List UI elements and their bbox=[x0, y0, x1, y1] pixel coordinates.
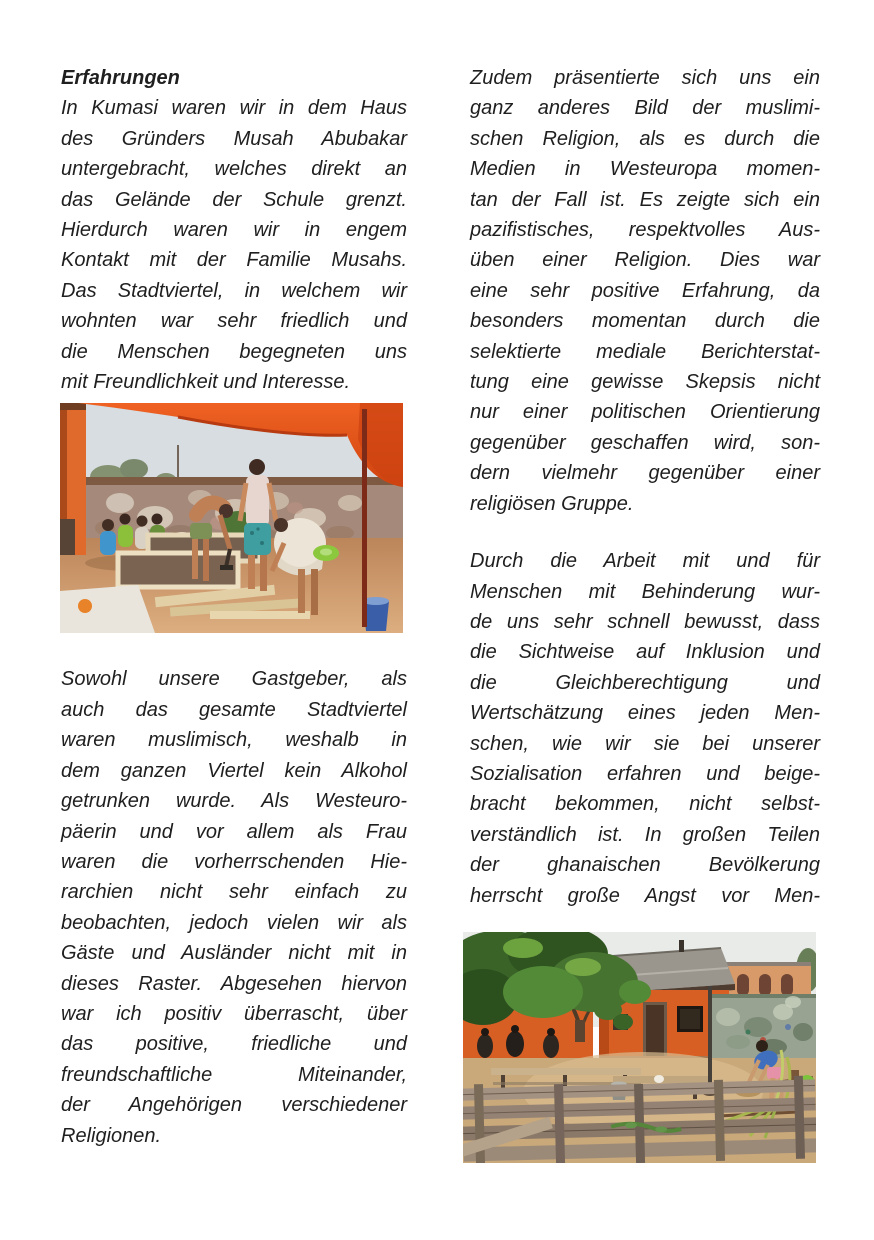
text-line: wohnten war sehr friedlich und bbox=[61, 310, 407, 333]
text-line: pazifistisches, respektvolles Aus- bbox=[470, 219, 820, 242]
text-line: der ghanaischen Bevölkerung bbox=[470, 854, 820, 877]
section-heading: Erfahrungen bbox=[61, 67, 180, 89]
text-line: der Angehörigen verschiedener bbox=[61, 1094, 407, 1117]
text-line: gegenüber geschaffen wird, son- bbox=[470, 431, 820, 454]
text-line: war ich positiv überrascht, über bbox=[61, 1002, 407, 1025]
text-line: auch das gesamte Stadtviertel bbox=[61, 698, 407, 721]
photo-courtyard bbox=[463, 932, 816, 1163]
orange-building-corner bbox=[60, 403, 86, 555]
text-line: waren muslimisch, weshalb in bbox=[61, 729, 407, 752]
text-line: Das Stadtviertel, in welchem wir bbox=[61, 279, 407, 302]
text-line: nur einer politischen Orientierung bbox=[470, 401, 820, 424]
text-line: schen Religion, als es durch die bbox=[470, 127, 820, 150]
text-line: bracht bekommen, nicht selbst- bbox=[470, 793, 820, 816]
text-line: eine sehr positive Erfahrung, da bbox=[470, 279, 820, 302]
text-line: ganz anderes Bild der muslimi- bbox=[470, 97, 820, 120]
text-line: das Gelände der Schule grenzt. bbox=[61, 188, 407, 211]
text-line: untergebracht, welches direkt an bbox=[61, 158, 407, 181]
text-line: die Sichtweise auf Inklusion und bbox=[470, 641, 820, 664]
text-line: In Kumasi waren wir in dem Haus bbox=[61, 97, 407, 120]
text-line: das positive, friedliche und bbox=[61, 1033, 407, 1056]
text-line: dem ganzen Viertel kein Alkohol bbox=[61, 759, 407, 782]
text-line: päerin und vor allem als Frau bbox=[61, 820, 407, 843]
text-line: die Menschen begegneten uns bbox=[61, 340, 407, 363]
text-line: waren die vorherrschenden Hie- bbox=[61, 850, 407, 873]
text-line: üben einer Religion. Dies war bbox=[470, 249, 820, 272]
text-line: Hierdurch waren wir in engem bbox=[61, 219, 407, 242]
right-column bbox=[470, 63, 820, 1163]
paragraph-right-2 bbox=[470, 546, 820, 911]
text-line: verständlich ist. In großen Teilen bbox=[470, 823, 820, 846]
text-line: rarchien nicht sehr einfach zu bbox=[61, 881, 407, 904]
text-line: besonders momentan durch die bbox=[470, 310, 820, 333]
text-line: Kontakt mit der Familie Musahs. bbox=[61, 249, 407, 272]
text-line: getrunken wurde. Als Westeuro- bbox=[61, 790, 407, 813]
text-line: dieses Raster. Abgesehen hiervon bbox=[61, 972, 407, 995]
text-line: Wertschätzung eines jeden Men- bbox=[470, 702, 820, 725]
text-line: Medien in Westeuropa momen- bbox=[470, 158, 820, 181]
paragraph-left-2 bbox=[61, 664, 407, 1151]
text-line: Sozialisation erfahren und beige- bbox=[470, 762, 820, 785]
text-line: die Gleichberechtigung und bbox=[470, 671, 820, 694]
text-line: religiösen Gruppe. bbox=[470, 492, 634, 515]
text-line: selektierte mediale Berichterstat- bbox=[470, 340, 820, 363]
text-line: herrscht große Angst vor Men- bbox=[470, 884, 820, 907]
text-line: beobachten, jedoch vielen wir als bbox=[61, 911, 407, 934]
text-line: freundschaftliche Miteinander, bbox=[61, 1063, 407, 1086]
text-line: Zudem präsentierte sich uns ein bbox=[470, 67, 820, 89]
photo2-illustration bbox=[463, 932, 816, 1163]
green-ring bbox=[313, 545, 339, 561]
text-line: Religionen. bbox=[61, 1124, 162, 1147]
text-line: des Gründers Musah Abubakar bbox=[61, 127, 407, 150]
paragraph-left-1 bbox=[61, 93, 407, 397]
text-line: mit Freundlichkeit und Interesse. bbox=[61, 371, 351, 394]
text-line: Menschen mit Behinderung wur- bbox=[470, 580, 820, 603]
left-column bbox=[61, 63, 407, 1151]
text-line: dern vielmehr gegenüber einer bbox=[470, 462, 820, 485]
photo1-illustration bbox=[60, 403, 403, 633]
text-line: Durch die Arbeit mit und für bbox=[470, 550, 820, 573]
text-line: schen, wie wir sie bei unserer bbox=[470, 732, 820, 755]
text-line: tan der Fall ist. Es zeigte sich ein bbox=[470, 188, 820, 211]
text-line: Gäste und Ausländer nicht mit in bbox=[61, 942, 407, 965]
paragraph-right-1 bbox=[470, 63, 820, 519]
text-line: de uns sehr schnell bewusst, dass bbox=[470, 610, 820, 633]
tent-pole bbox=[362, 409, 367, 627]
text-line: Sowohl unsere Gastgeber, als bbox=[61, 668, 407, 691]
white-chicken bbox=[654, 1075, 664, 1083]
text-line: tung eine gewisse Skepsis nicht bbox=[470, 371, 820, 394]
photo-construction-tarp bbox=[60, 403, 403, 633]
